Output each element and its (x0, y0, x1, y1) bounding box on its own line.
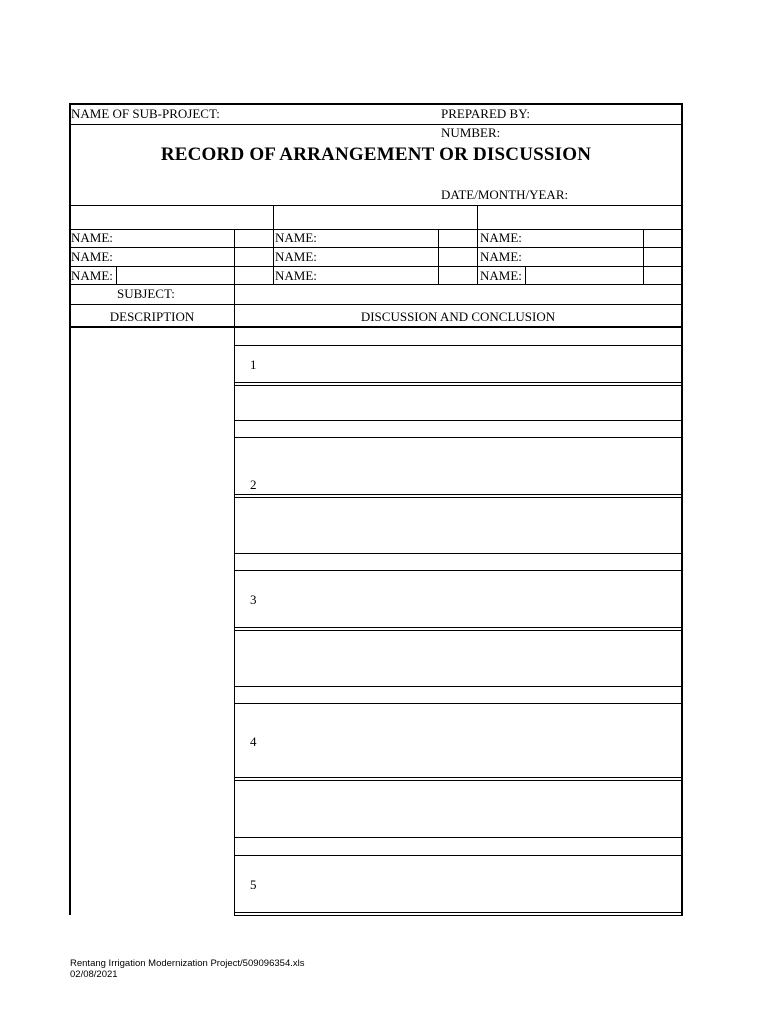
name-label-col1-row2: NAME: (71, 249, 113, 264)
name-label-col1-row1: NAME: (71, 230, 113, 245)
name-label-col2-row3: NAME: (275, 268, 317, 283)
name-label-col3-row2: NAME: (480, 249, 522, 264)
discussion-header: DISCUSSION AND CONCLUSION (360, 309, 556, 324)
divider (234, 345, 683, 346)
item-number: 3 (250, 592, 257, 607)
divider (234, 382, 683, 383)
divider (234, 570, 683, 571)
divider (234, 627, 683, 628)
divider (116, 266, 117, 284)
divider (69, 266, 683, 267)
date-label: DATE/MONTH/YEAR: (441, 187, 569, 202)
name-label-col3-row1: NAME: (480, 230, 522, 245)
item-number: 1 (250, 357, 257, 372)
header-bottom-border (69, 326, 683, 328)
divider (69, 304, 683, 305)
divider (234, 494, 683, 495)
name-label-col2-row1: NAME: (275, 230, 317, 245)
item-number: 4 (250, 734, 257, 749)
divider (234, 229, 235, 284)
item-number: 5 (250, 877, 257, 892)
divider (234, 437, 683, 438)
form-right-border (681, 103, 683, 916)
divider (234, 686, 683, 687)
footer-date: 02/08/2021 (70, 969, 118, 980)
name-label-col3-row3: NAME: (480, 268, 522, 283)
divider (69, 247, 683, 248)
divider (234, 420, 683, 421)
name-label-col1-row3: NAME: (71, 268, 113, 283)
divider (234, 915, 683, 916)
divider (69, 229, 683, 230)
column-divider (234, 284, 235, 915)
footer-file-path: Rentang Irrigation Modernization Project/509096354.xls (70, 958, 305, 969)
divider (69, 205, 683, 206)
form-left-border (69, 103, 71, 915)
divider (234, 497, 683, 498)
divider (477, 205, 478, 285)
divider (234, 385, 683, 386)
divider (234, 553, 683, 554)
divider (438, 229, 439, 284)
prepared-by-label: PREPARED BY: (441, 106, 530, 121)
divider (234, 837, 683, 838)
item-number: 2 (250, 477, 257, 492)
divider (234, 703, 683, 704)
divider (69, 284, 683, 285)
divider (234, 780, 683, 781)
divider (234, 630, 683, 631)
name-label-col2-row2: NAME: (275, 249, 317, 264)
description-header: DESCRIPTION (109, 309, 195, 324)
divider (69, 124, 683, 125)
divider (643, 229, 644, 284)
divider (234, 777, 683, 778)
divider (273, 205, 274, 285)
form-title: RECORD OF ARRANGEMENT OR DISCUSSION (160, 144, 592, 165)
divider (234, 855, 683, 856)
form-top-border (69, 103, 683, 105)
subject-label: SUBJECT: (117, 286, 175, 301)
divider (525, 266, 526, 284)
sub-project-label: NAME OF SUB-PROJECT: (71, 106, 220, 121)
divider (234, 912, 683, 913)
number-label: NUMBER: (441, 125, 501, 140)
footer (70, 958, 304, 980)
